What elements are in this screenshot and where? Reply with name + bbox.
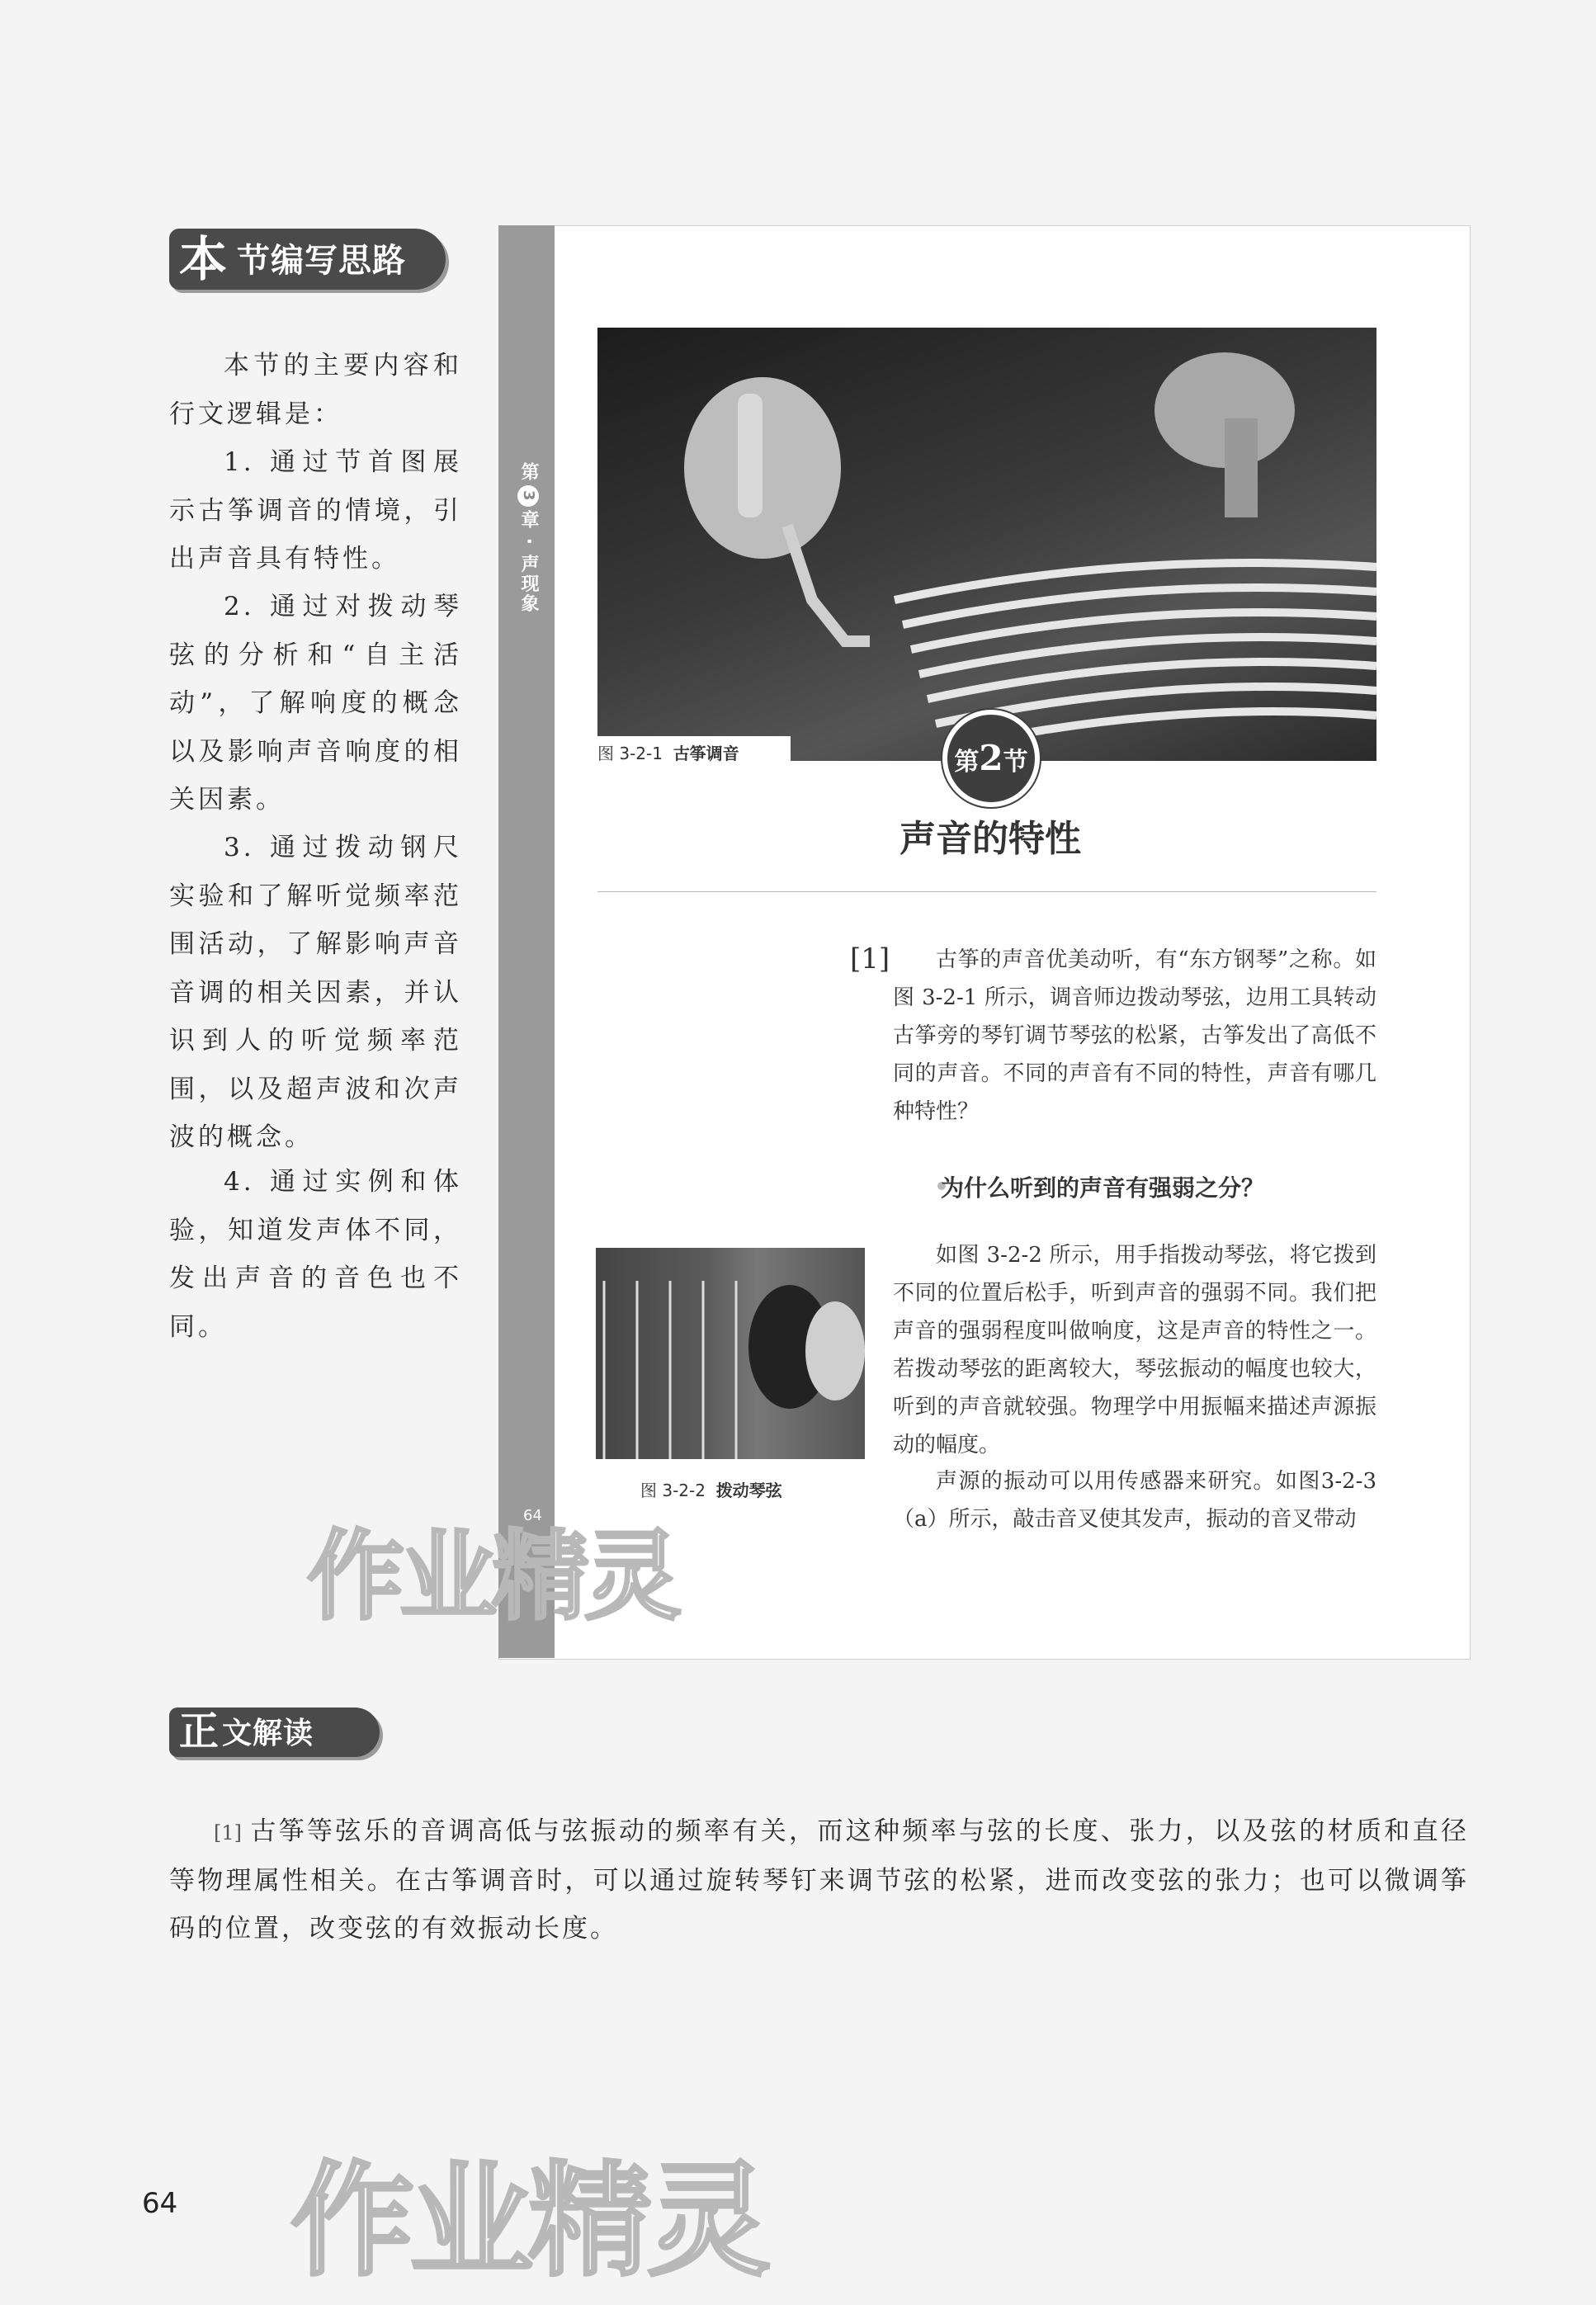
section-title: 声音的特性 [900, 818, 1081, 860]
section-idea-heading [169, 229, 446, 290]
annotation-marker: [1] [850, 942, 890, 975]
watermark: 作业精灵 [307, 1519, 678, 1633]
panel-page-number: 64 [523, 1507, 542, 1524]
title-rule [597, 891, 1376, 892]
reading-paragraph: [1] 古筝等弦乐的音调高低与弦振动的频率有关，而这种频率与弦的长度、张力，以及弦的材质和直径等物理属性相关。在古筝调音时，可以通过旋转琴钉来调节弦的松紧，进而改变弦的张力；也可以微调筝码的位置，改变弦的有效振动长度。 [169, 1816, 1469, 1944]
heading-text: 节编写思路 [237, 242, 406, 280]
page-number: 64 [142, 2187, 178, 2220]
heading-text: 文解读 [222, 1717, 314, 1750]
sidebar-paragraph: 2. 通过对拨动琴弦的分析和“自主活动”，了解响度的概念以及影响声音响度的相关因素。 [169, 592, 462, 815]
body-paragraph: 如图 3-2-2 所示，用手指拨动琴弦，将它拨到不同的位置后松手，听到声音的强弱不同。我们把声音的强弱程度叫做响度，这是声音的特性之一。若拨动琴弦的距离较大，琴弦振动的幅度也较大，听到的声音就较强。物理学中用振幅来描述声源振动的幅度。 [893, 1243, 1376, 1457]
watermark: 作业精灵 [290, 2150, 767, 2293]
plucking-string-photo [596, 1248, 865, 1459]
section-badge: 第2节 [942, 710, 1040, 807]
sidebar-paragraph: 3. 通过拨动钢尺实验和了解听觉频率范围活动，了解影响声音音调的相关因素，并认识到人的听觉频率范围，以及超声波和次声波的概念。 [169, 833, 462, 1152]
question-heading: 为什么听到的声音有强弱之分？ [941, 1174, 1265, 1202]
annotation-marker: [1] [214, 1821, 242, 1844]
chapter-strip [498, 225, 555, 1658]
sidebar-paragraph: 4. 通过实例和体验，知道发声体不同，发出声音的音色也不同。 [169, 1167, 462, 1342]
text-reading-heading [169, 1707, 380, 1757]
guzheng-tuning-photo [597, 328, 1376, 761]
body-paragraph: 声源的振动可以用传感器来研究。如图3-2-3（a）所示，敲击音叉使其发声，振动的音叉带动 [893, 1469, 1376, 1532]
chapter-label: 第3章 · 声现象 [518, 462, 539, 614]
sidebar-paragraph: 1. 通过节首图展示古筝调音的情境，引出声音具有特性。 [169, 447, 462, 574]
heading-initial: 正 [179, 1708, 220, 1755]
heading-initial: 本 [179, 231, 228, 287]
chapter-number: 3 [517, 485, 539, 507]
figure-caption: 图 3-2-1 古筝调音 [597, 744, 739, 763]
sidebar-paragraph: 本节的主要内容和行文逻辑是： [169, 351, 462, 429]
figure-caption: 图 3-2-2 拨动琴弦 [640, 1481, 782, 1500]
intro-paragraph: 古筝的声音优美动听，有“东方钢琴”之称。如图 3-2-1 所示，调音师边拨动琴弦，边用工具转动古筝旁的琴钉调节琴弦的松紧，古筝发出了高低不同的声音。不同的声音有不同的特性，声音有哪几种特性？ [893, 947, 1376, 1124]
